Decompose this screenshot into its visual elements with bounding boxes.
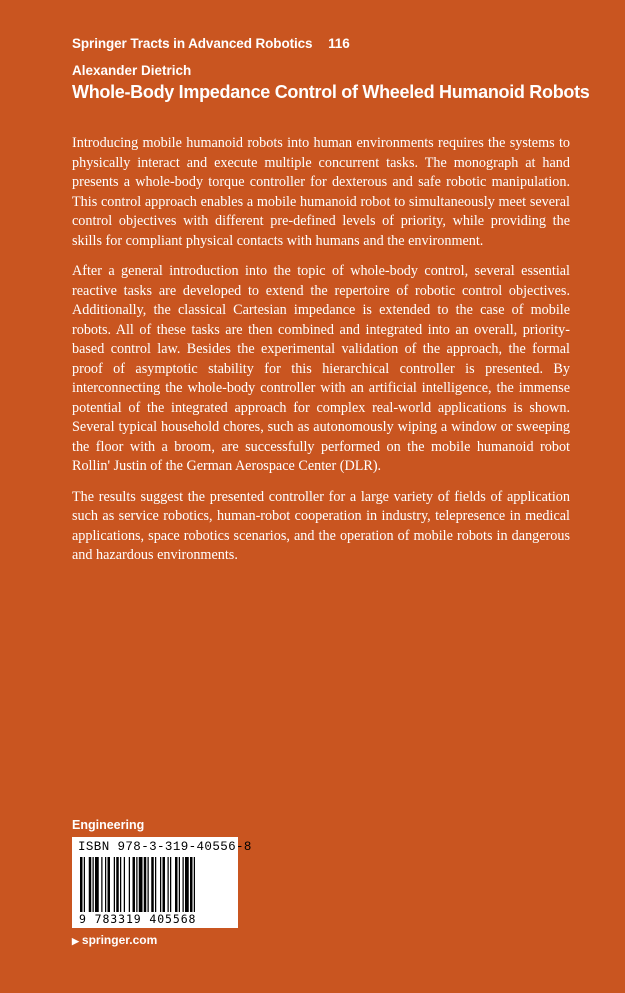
series-line xyxy=(72,36,350,51)
barcode-label xyxy=(72,837,252,928)
series-volume: 116 xyxy=(328,36,350,51)
blurb-paragraph: Introducing mobile humanoid robots into human environments requires the systems to physically interact and execute multiple concurrent tasks. The monograph at hand presents a whole-body torque controller for dexterous and safe robotic manipulation. This control approach enables a mobile humanoid robot to simultaneously meet several control objectives with different pre-defined levels of priority, while providing the skills for compliant physical contacts with humans and the environment. xyxy=(72,135,570,249)
blurb-paragraph: The results suggest the presented controller for a large variety of fields of application such as service robotics, human-robot cooperation in industry, telepresence in medical applications, space robotics scenarios, and the operation of mobile robots in dangerous and hazardous environments. xyxy=(72,488,570,563)
website-label: springer.com xyxy=(81,933,158,947)
book-title: Whole-Body Impedance Control of Wheeled Humanoid Robots xyxy=(72,82,590,102)
blurb-paragraph: After a general introduction into the topic of whole-body control, several essential reactive tasks are developed to extend the repertoire of robotic control objectives. Additionally, the classical Cartesian impedance is extended to the case of mobile robots. All of these tasks are then combined and integrated into an overall, priority-based control law. Besides the experimental validation of the approach, the formal proof of asymptotic stability for this hierarchical controller is presented. By interconnecting the whole-body controller with an artificial intelligence, the immense potential of the integrated approach for complex real-world applications is shown. Several typical household chores, such as autonomously wiping a window or sweeping the floor with a broom, are successfully performed on the mobile humanoid robot Rollin' Justin of the German Aerospace Center (DLR). xyxy=(72,263,570,474)
website-link[interactable] xyxy=(72,933,157,947)
subject-category: Engineering xyxy=(72,818,145,832)
triangle-icon: ▶ xyxy=(72,936,79,946)
series-name: Springer Tracts in Advanced Robotics xyxy=(72,36,313,51)
blurb-text xyxy=(72,134,570,577)
author-name: Alexander Dietrich xyxy=(72,63,192,78)
ean-digits: 9 783319 405568 xyxy=(79,912,197,926)
isbn-text: ISBN 978-3-319-40556-8 xyxy=(78,840,252,854)
